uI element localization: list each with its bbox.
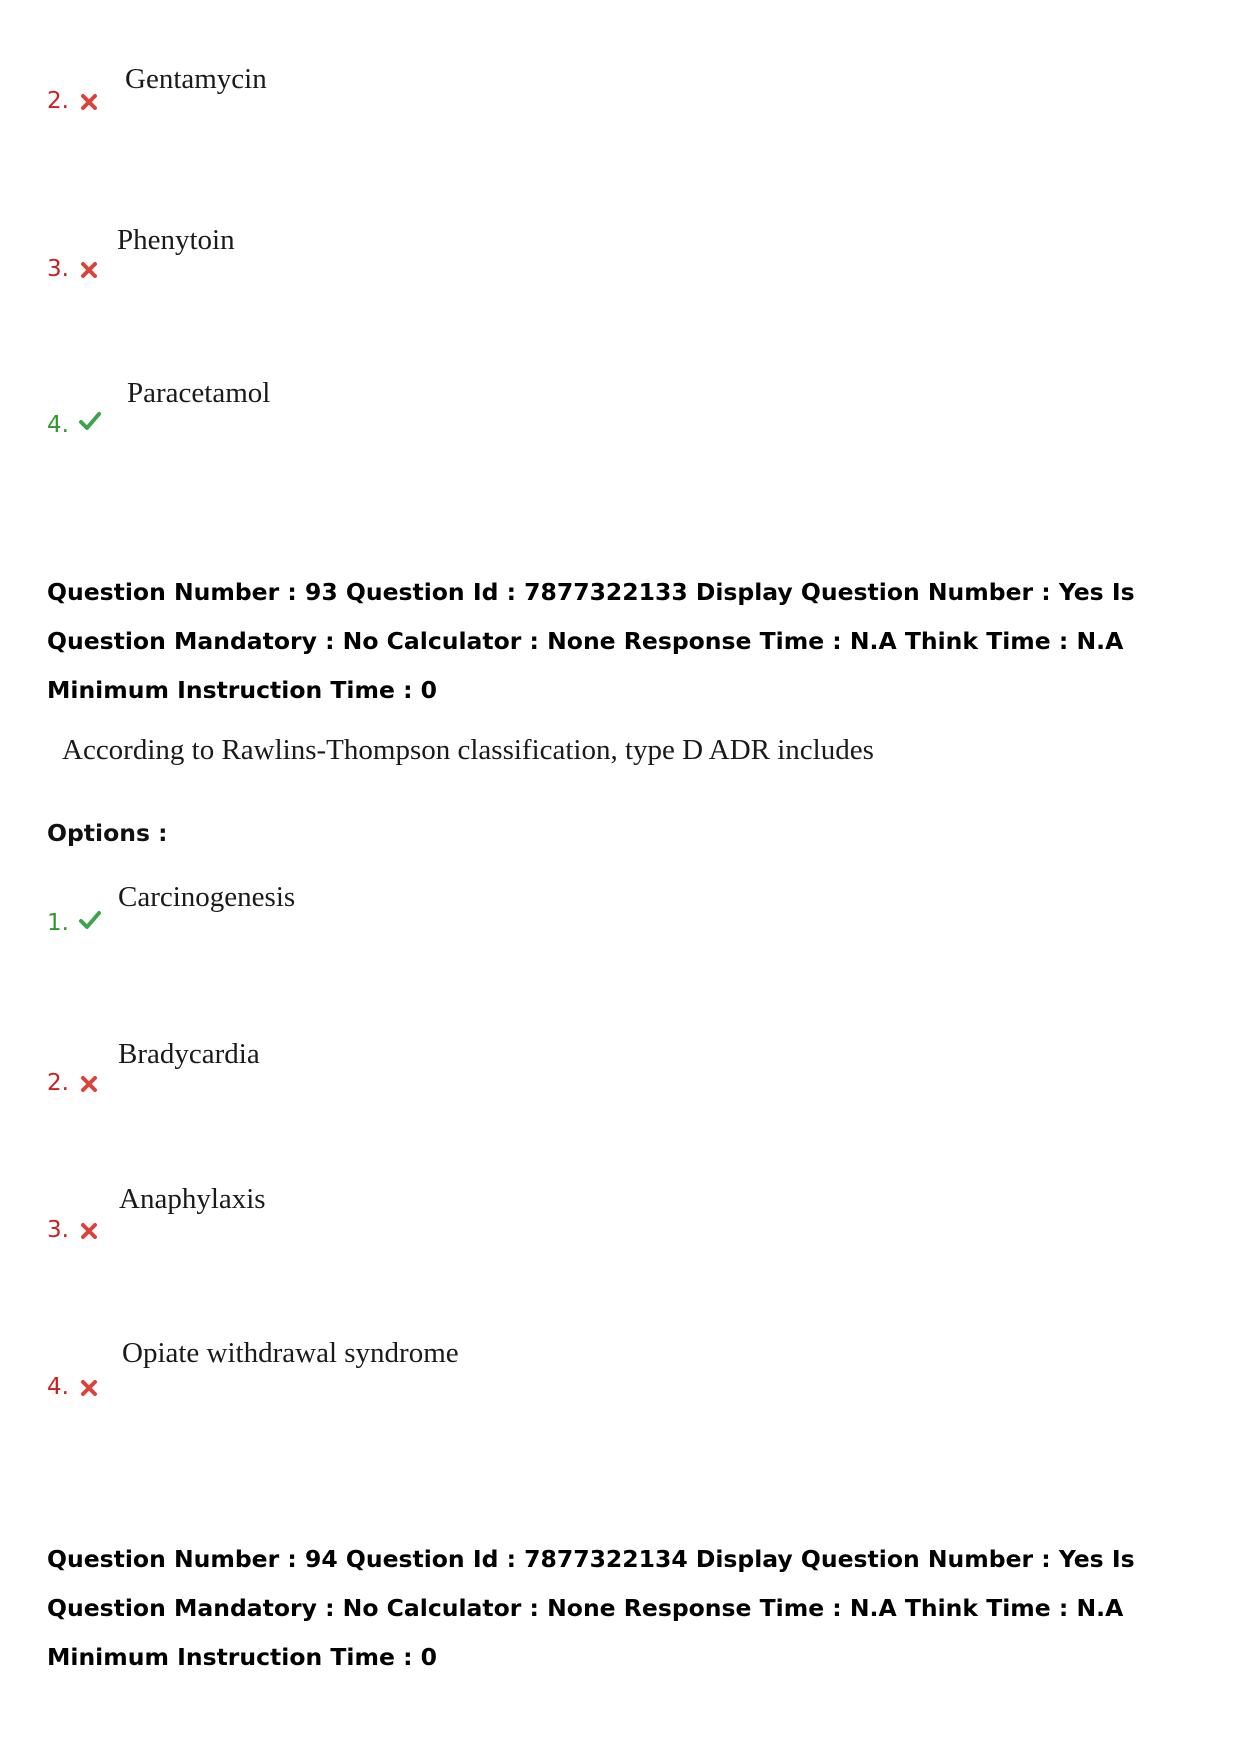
cross-icon xyxy=(78,1073,100,1095)
option-text: Bradycardia xyxy=(118,1038,260,1070)
option-number: 2. xyxy=(47,88,69,114)
option-text: Phenytoin xyxy=(117,224,235,256)
option-text: Carcinogenesis xyxy=(118,881,296,913)
option-number: 4. xyxy=(47,1374,69,1400)
option-number: 1. xyxy=(47,910,69,936)
check-icon xyxy=(78,410,102,432)
option-number: 4. xyxy=(47,412,69,438)
option-number: 3. xyxy=(47,256,69,282)
option-text: Opiate withdrawal syndrome xyxy=(122,1337,459,1369)
option-item xyxy=(0,880,1240,960)
check-icon xyxy=(78,909,102,931)
cross-icon xyxy=(78,91,100,113)
option-item xyxy=(0,1182,1240,1262)
option-text: Gentamycin xyxy=(125,63,267,95)
option-number: 3. xyxy=(47,1217,69,1243)
option-item xyxy=(0,62,1240,142)
option-number: 2. xyxy=(47,1070,69,1096)
option-item xyxy=(0,1336,1240,1416)
cross-icon xyxy=(78,259,100,281)
option-text: Paracetamol xyxy=(127,377,271,409)
options-label: Options : xyxy=(47,819,168,847)
question-text: According to Rawlins-Thompson classification, type D ADR includes xyxy=(62,734,874,766)
option-item xyxy=(0,215,1240,295)
option-item xyxy=(0,1037,1240,1117)
question-meta: Question Number : 94 Question Id : 7877322134 Display Question Number : Yes Is Question Mandatory : No Calculator : None Response Time : N.A Think Time : N.A Minimum Instruction Time : 0 xyxy=(47,1545,1135,1671)
option-text: Anaphylaxis xyxy=(119,1183,266,1215)
question-meta: Question Number : 93 Question Id : 7877322133 Display Question Number : Yes Is Question Mandatory : No Calculator : None Response Time : N.A Think Time : N.A Minimum Instruction Time : 0 xyxy=(47,578,1135,704)
cross-icon xyxy=(78,1377,100,1399)
cross-icon xyxy=(78,1220,100,1242)
option-item xyxy=(0,370,1240,450)
